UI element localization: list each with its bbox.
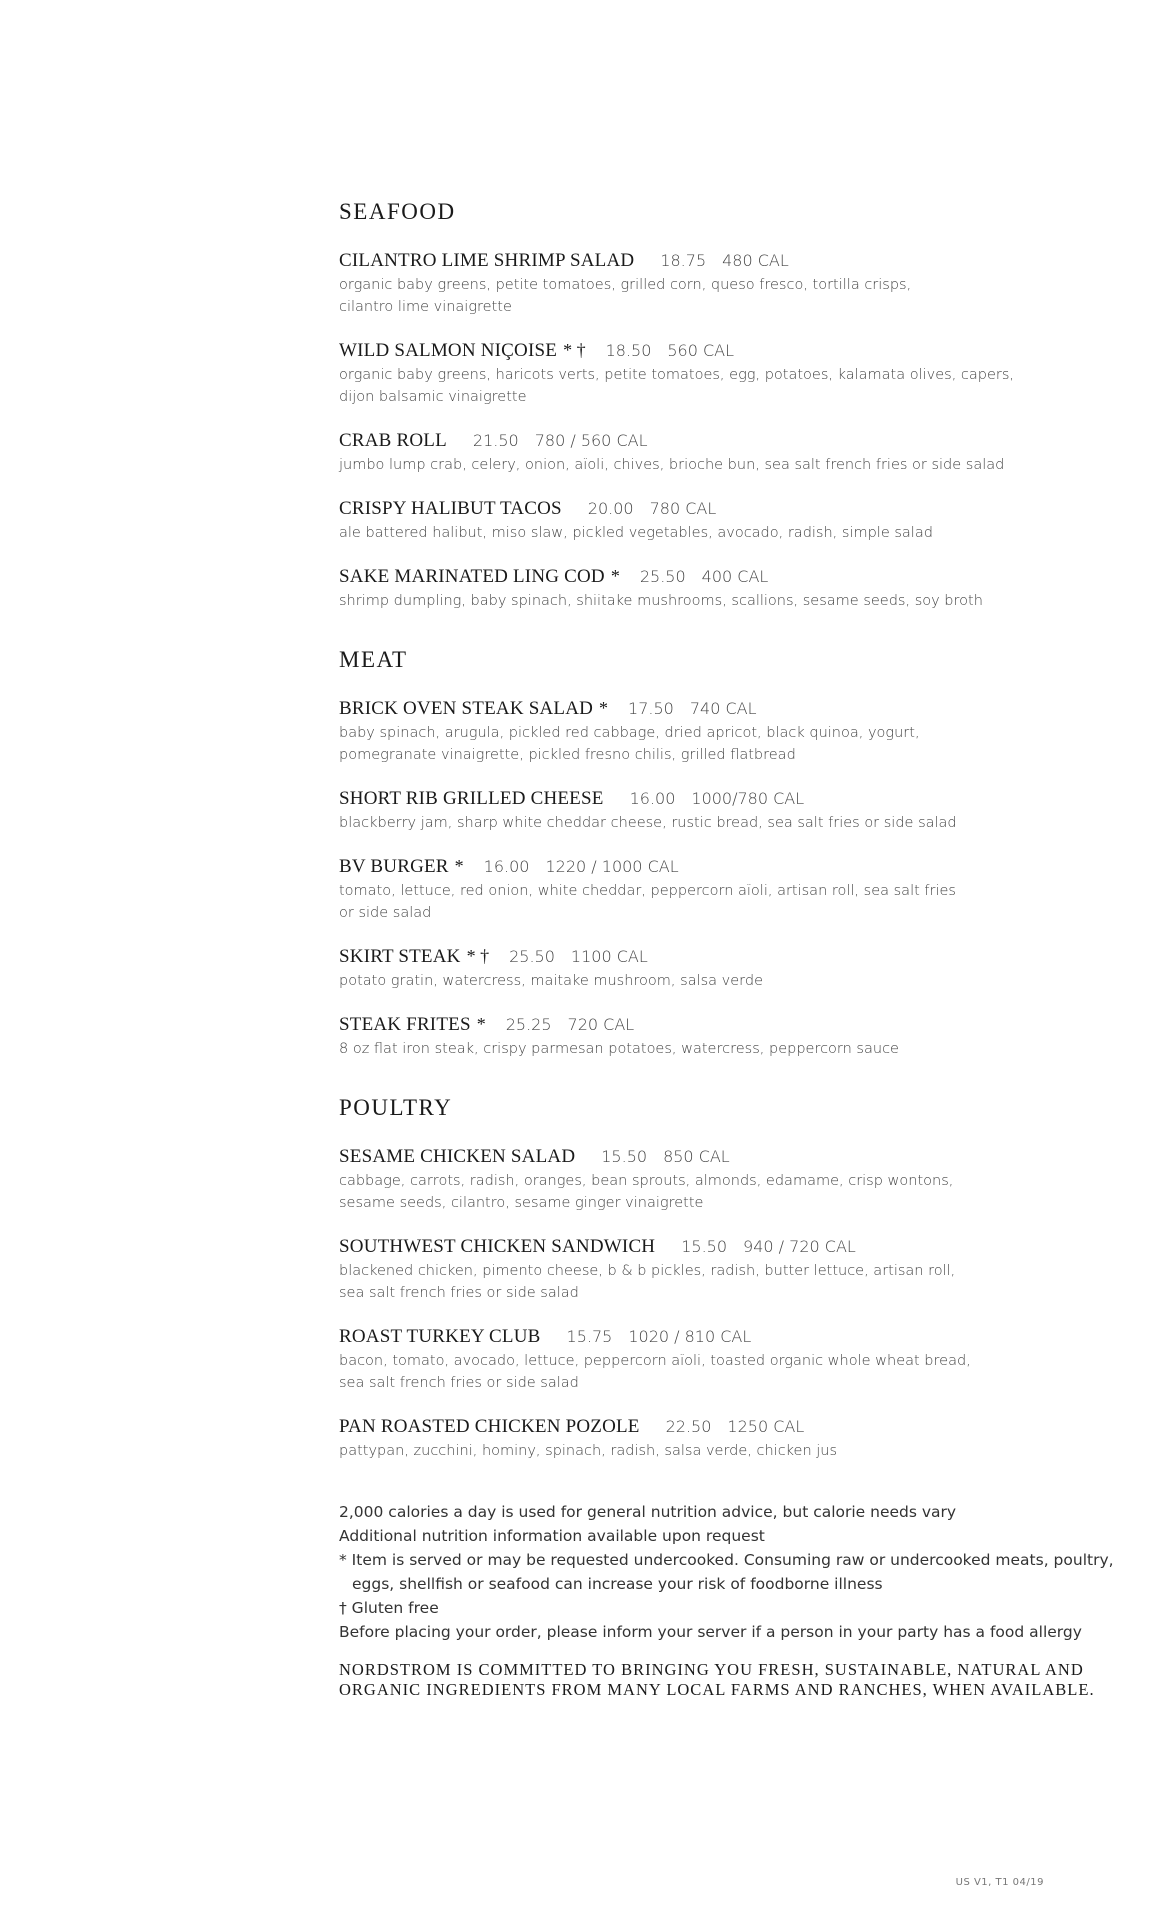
item-price: 17.50 [628,699,674,718]
item-price: 25.50 [509,947,555,966]
item-description: blackened chicken, pimento cheese, b & b pickles, radish, butter lettuce, artisan roll, [339,1263,956,1279]
item-calories: 940 / 720 CAL [743,1237,856,1256]
nutrition-notes [339,1500,1114,1644]
menu-item [339,944,1099,992]
menu-item [339,1324,1099,1394]
menu-item [339,854,1099,924]
item-price: 15.75 [566,1327,613,1346]
item-marks: * [476,1014,486,1034]
allergy-note: Before placing your order, please inform your server if a person in your party has a food allergy [339,1623,1082,1641]
item-description: organic baby greens, petite tomatoes, grilled corn, queso fresco, tortilla crisps, [339,277,912,293]
menu-item [339,1414,1099,1462]
item-calories: 1250 CAL [727,1417,805,1436]
item-description: blackberry jam, sharp white cheddar cheese, rustic bread, sea salt fries or side salad [339,815,957,831]
item-name: CILANTRO LIME SHRIMP SALAD [339,250,635,271]
section-seafood [339,198,1099,612]
section-poultry [339,1094,1099,1462]
item-description-cont: or side salad [339,905,432,921]
item-description: 8 oz flat iron steak, crispy parmesan potatoes, watercress, peppercorn sauce [339,1041,899,1057]
item-name: BV BURGER [339,856,449,877]
item-name: BRICK OVEN STEAK SALAD [339,698,594,719]
menu-item [339,338,1099,408]
item-name: STEAK FRITES [339,1014,471,1035]
item-calories: 720 CAL [567,1015,635,1034]
item-description-cont: sesame seeds, cilantro, sesame ginger vinaigrette [339,1195,704,1211]
item-description: cabbage, carrots, radish, oranges, bean sprouts, almonds, edamame, crisp wontons, [339,1173,954,1189]
gluten-free-note: † Gluten free [339,1599,439,1617]
menu-item [339,696,1099,766]
item-marks: * [599,698,609,718]
item-description: tomato, lettuce, red onion, white cheddar, peppercorn aïoli, artisan roll, sea salt fries [339,883,956,899]
item-description: shrimp dumpling, baby spinach, shiitake mushrooms, scallions, sesame seeds, soy broth [339,593,983,609]
item-description: ale battered halibut, miso slaw, pickled vegetables, avocado, radish, simple salad [339,525,933,541]
item-calories: 780 CAL [649,499,717,518]
menu-item [339,496,1099,544]
item-marks: * [610,566,620,586]
item-marks: * [454,856,464,876]
item-description-cont: sea salt french fries or side salad [339,1375,579,1391]
item-price: 18.75 [660,251,707,270]
version-code: US V1, T1 04/19 [955,1877,1044,1888]
item-marks: * † [563,340,586,360]
section-title: POULTRY [339,1095,453,1120]
item-description: pattypan, zucchini, hominy, spinach, radish, salsa verde, chicken jus [339,1443,838,1459]
item-calories: 740 CAL [689,699,757,718]
item-price: 16.00 [629,789,676,808]
menu-item [339,248,1099,318]
section-title: MEAT [339,647,408,672]
item-calories: 560 CAL [667,341,735,360]
menu-item [339,1234,1099,1304]
item-price: 25.50 [639,567,686,586]
item-calories: 850 CAL [663,1147,730,1166]
item-price: 15.50 [601,1147,648,1166]
calorie-note: 2,000 calories a day is used for general nutrition advice, but calorie needs vary [339,1503,957,1521]
item-description: baby spinach, arugula, pickled red cabbage, dried apricot, black quinoa, yogurt, [339,725,920,741]
item-price: 25.25 [505,1015,552,1034]
item-calories: 1100 CAL [570,947,648,966]
menu-item [339,1144,1099,1214]
item-marks: * † [466,946,490,966]
section-meat [339,646,1099,1060]
item-name: CRAB ROLL [339,430,447,451]
item-name: SOUTHWEST CHICKEN SANDWICH [339,1236,656,1257]
item-calories: 1020 / 810 CAL [628,1327,752,1346]
commitment-statement: NORDSTROM IS COMMITTED TO BRINGING YOU FRESH, SUSTAINABLE, NATURAL AND ORGANIC INGREDIENTS FROM MANY LOCAL FARMS AND RANCHES, WHEN AVAILABLE. [339,1660,1095,1699]
item-calories: 780 / 560 CAL [534,431,648,450]
item-description-cont: pomegranate vinaigrette, pickled fresno chilis, grilled flatbread [339,747,796,763]
menu-content [339,198,1114,1700]
item-price: 20.00 [587,499,634,518]
menu-item [339,428,1099,476]
item-description: potato gratin, watercress, maitake mushroom, salsa verde [339,973,763,989]
undercooked-note-cont: eggs, shellfish or seafood can increase your risk of foodborne illness [352,1575,883,1593]
item-description: jumbo lump crab, celery, onion, aïoli, chives, brioche bun, sea salt french fries or side salad [339,457,1005,473]
item-calories: 480 CAL [722,251,789,270]
item-price: 22.50 [665,1417,712,1436]
item-description-cont: sea salt french fries or side salad [339,1285,579,1301]
item-name: SAKE MARINATED LING COD [339,566,605,587]
item-description-cont: dijon balsamic vinaigrette [339,389,527,405]
item-description: organic baby greens, haricots verts, petite tomatoes, egg, potatoes, kalamata olives, capers, [339,367,1015,383]
item-name: CRISPY HALIBUT TACOS [339,498,562,519]
item-price: 18.50 [605,341,652,360]
nutrition-info-note: Additional nutrition information available upon request [339,1527,765,1545]
item-price: 21.50 [472,431,519,450]
item-name: WILD SALMON NIÇOISE [339,340,558,361]
menu-item [339,564,1099,612]
item-price: 15.50 [681,1237,728,1256]
item-description: bacon, tomato, avocado, lettuce, peppercorn aïoli, toasted organic whole wheat bread, [339,1353,971,1369]
item-name: PAN ROASTED CHICKEN POZOLE [339,1416,640,1437]
item-calories: 1000/780 CAL [691,789,805,808]
menu-item [339,786,1099,834]
section-title: SEAFOOD [339,199,456,224]
undercooked-note: * Item is served or may be requested undercooked. Consuming raw or undercooked meats, poultry, [339,1551,1114,1569]
item-description-cont: cilantro lime vinaigrette [339,299,512,315]
menu-item [339,1012,1099,1060]
item-name: SKIRT STEAK [339,946,461,967]
item-name: SESAME CHICKEN SALAD [339,1146,576,1167]
item-calories: 400 CAL [701,567,769,586]
item-name: ROAST TURKEY CLUB [339,1326,541,1347]
item-calories: 1220 / 1000 CAL [545,857,679,876]
item-name: SHORT RIB GRILLED CHEESE [339,788,604,809]
item-price: 16.00 [483,857,530,876]
